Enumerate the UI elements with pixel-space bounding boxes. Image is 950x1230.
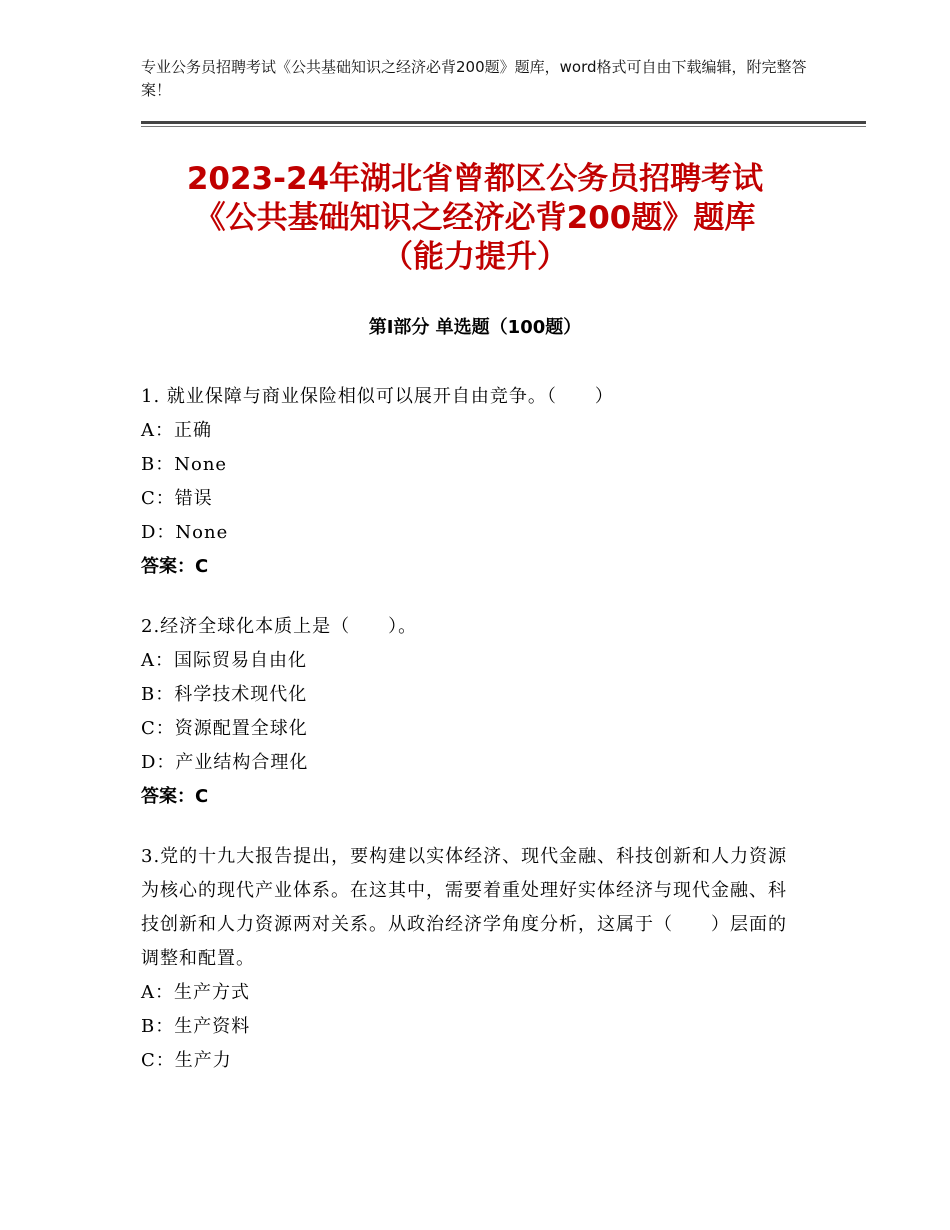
question-stem: 3.党的十九大报告提出，要构建以实体经济、现代金融、科技创新和人力资源为核心的现代产业体系。在这其中，需要着重处理好实体经济与现代金融、科技创新和人力资源两对关系。从政治经济学角度分析，这属于（ ）层面的调整和配置。 — [141, 846, 788, 969]
title-line-3: （能力提升） — [382, 239, 568, 275]
answer: 答案：C — [141, 556, 209, 577]
question-stem: 1. 就业保障与商业保险相似可以展开自由竞争。（ ） — [141, 386, 614, 407]
option-b: B：None — [141, 454, 228, 475]
question-2 — [141, 610, 801, 814]
question-3 — [141, 840, 801, 1078]
option-b: B：生产资料 — [141, 1016, 251, 1037]
option-c: C：错误 — [141, 488, 213, 509]
header-divider-thin — [141, 126, 866, 127]
title-line-1: 2023-24年湖北省曾都区公务员招聘考试 — [186, 161, 764, 197]
option-a: A：生产方式 — [141, 982, 250, 1003]
option-d: D：产业结构合理化 — [141, 752, 309, 773]
question-stem: 2.经济全球化本质上是（ ）。 — [141, 616, 418, 637]
option-c: C：资源配置全球化 — [141, 718, 308, 739]
title-line-2: 《公共基础知识之经济必背200题》题库 — [194, 200, 756, 236]
answer: 答案：C — [141, 786, 209, 807]
document-title — [141, 160, 809, 277]
option-c: C：生产力 — [141, 1050, 232, 1071]
question-1 — [141, 380, 801, 584]
option-a: A：国际贸易自由化 — [141, 650, 307, 671]
section-heading: 第I部分 单选题（100题） — [368, 317, 582, 338]
question-list — [141, 380, 801, 1104]
option-b: B：科学技术现代化 — [141, 684, 308, 705]
header-note: 专业公务员招聘考试《公共基础知识之经济必背200题》题库，word格式可自由下载编辑，附完整答案！ — [141, 58, 807, 99]
header-divider-thick — [141, 121, 866, 124]
option-a: A：正确 — [141, 420, 212, 441]
option-d: D：None — [141, 522, 229, 543]
